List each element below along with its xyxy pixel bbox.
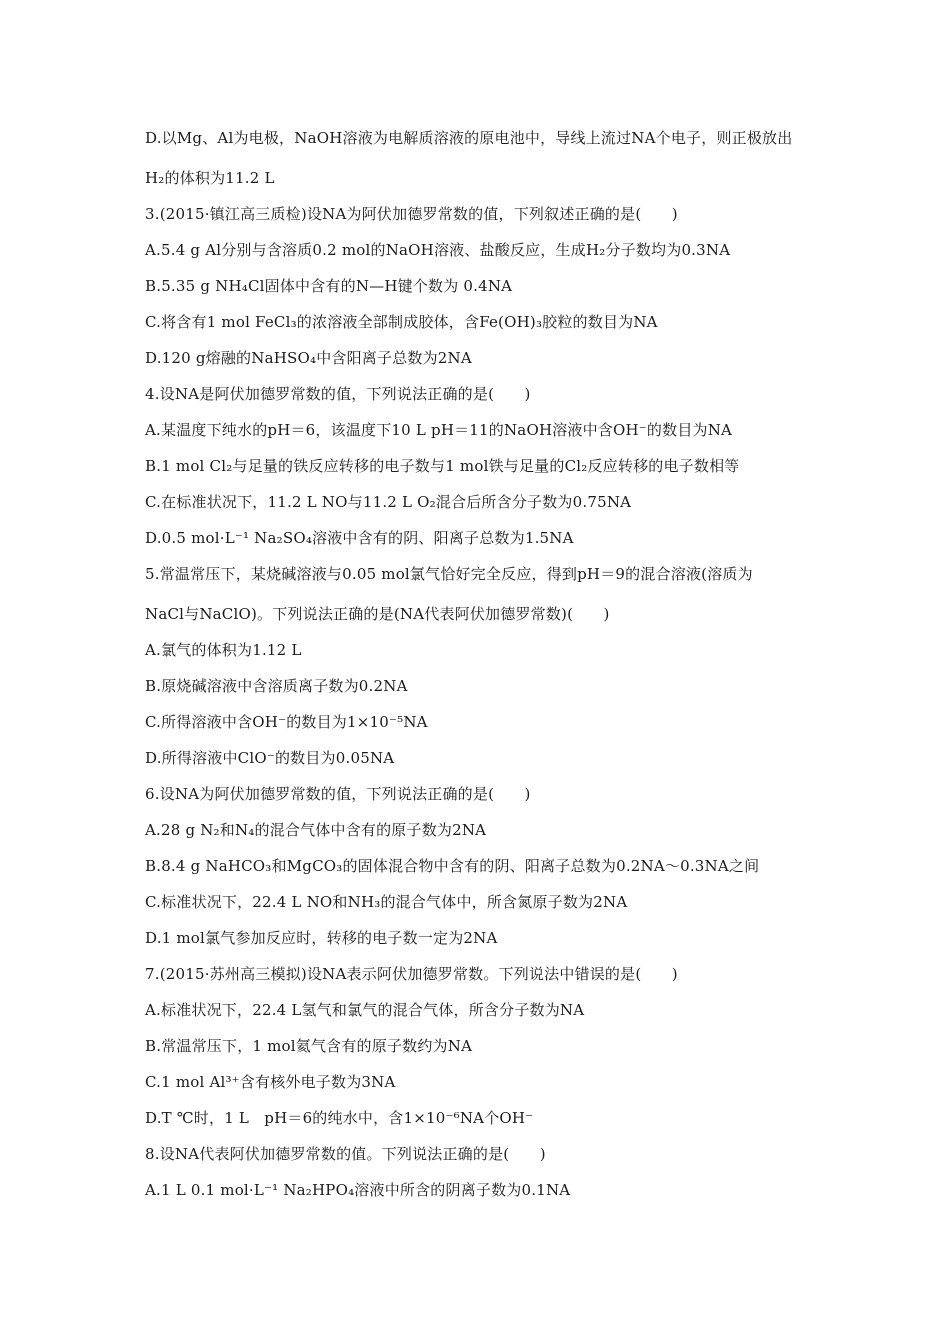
question-8-stem: 8.设NA代表阿伏加德罗常数的值。下列说法正确的是( ) [145,1145,546,1163]
question-7-option-d: D.T ℃时，1 L pH＝6的纯水中，含1×10⁻⁶NA个OH⁻ [145,1109,534,1127]
question-2-option-d-continued: H₂的体积为11.2 L [145,169,275,187]
question-3-option-a: A.5.4 g Al分别与含溶质0.2 mol的NaOH溶液、盐酸反应，生成H₂分子数均为0.3NA [145,241,731,259]
question-5-stem: 5.常温常压下，某烧碱溶液与0.05 mol氯气恰好完全反应，得到pH＝9的混合溶液(溶质为 [145,565,753,583]
question-6-option-d: D.1 mol氯气参加反应时，转移的电子数一定为2NA [145,929,498,947]
question-6-stem: 6.设NA为阿伏加德罗常数的值，下列说法正确的是( ) [145,785,531,803]
question-4-option-a: A.某温度下纯水的pH＝6，该温度下10 L pH＝11的NaOH溶液中含OH⁻的数目为NA [145,421,733,439]
question-3-option-b: B.5.35 g NH₄Cl固体中含有的N—H键个数为 0.4NA [145,277,513,295]
question-5-option-c: C.所得溶液中含OH⁻的数目为1×10⁻⁵NA [145,713,428,731]
question-3-option-d: D.120 g熔融的NaHSO₄中含阳离子总数为2NA [145,349,472,367]
question-4-option-c: C.在标准状况下，11.2 L NO与11.2 L O₂混合后所含分子数为0.75NA [145,493,632,511]
question-4-stem: 4.设NA是阿伏加德罗常数的值，下列说法正确的是( ) [145,385,531,403]
question-7-option-c: C.1 mol Al³⁺含有核外电子数为3NA [145,1073,396,1091]
question-4-option-b: B.1 mol Cl₂与足量的铁反应转移的电子数与1 mol铁与足量的Cl₂反应转移的电子数相等 [145,457,740,475]
question-2-option-d: D.以Mg、Al为电极，NaOH溶液为电解质溶液的原电池中，导线上流过NA个电子，则正极放出 [145,129,793,147]
question-8-option-a: A.1 L 0.1 mol·L⁻¹ Na₂HPO₄溶液中所含的阴离子数为0.1NA [145,1181,571,1199]
question-5-option-a: A.氯气的体积为1.12 L [145,641,302,659]
question-5-option-b: B.原烧碱溶液中含溶质离子数为0.2NA [145,677,408,695]
question-6-option-b: B.8.4 g NaHCO₃和MgCO₃的固体混合物中含有的阴、阳离子总数为0.2NA～0.3NA之间 [145,857,760,875]
question-4-option-d: D.0.5 mol·L⁻¹ Na₂SO₄溶液中含有的阴、阳离子总数为1.5NA [145,529,574,547]
question-7-option-a: A.标准状况下，22.4 L氢气和氯气的混合气体，所含分子数为NA [145,1001,585,1019]
question-5-option-d: D.所得溶液中ClO⁻的数目为0.05NA [145,749,395,767]
question-6-option-c: C.标准状况下，22.4 L NO和NH₃的混合气体中，所含氮原子数为2NA [145,893,628,911]
question-3-stem: 3.(2015·镇江高三质检)设NA为阿伏加德罗常数的值，下列叙述正确的是( ) [145,205,678,223]
question-3-option-c: C.将含有1 mol FeCl₃的浓溶液全部制成胶体，含Fe(OH)₃胶粒的数目为NA [145,313,658,331]
question-6-option-a: A.28 g N₂和N₄的混合气体中含有的原子数为2NA [145,821,487,839]
question-7-stem: 7.(2015·苏州高三模拟)设NA表示阿伏加德罗常数。下列说法中错误的是( ) [145,965,678,983]
question-5-stem-continued: NaCl与NaClO)。下列说法正确的是(NA代表阿伏加德罗常数)( ) [145,605,610,623]
question-7-option-b: B.常温常压下，1 mol氦气含有的原子数约为NA [145,1037,473,1055]
